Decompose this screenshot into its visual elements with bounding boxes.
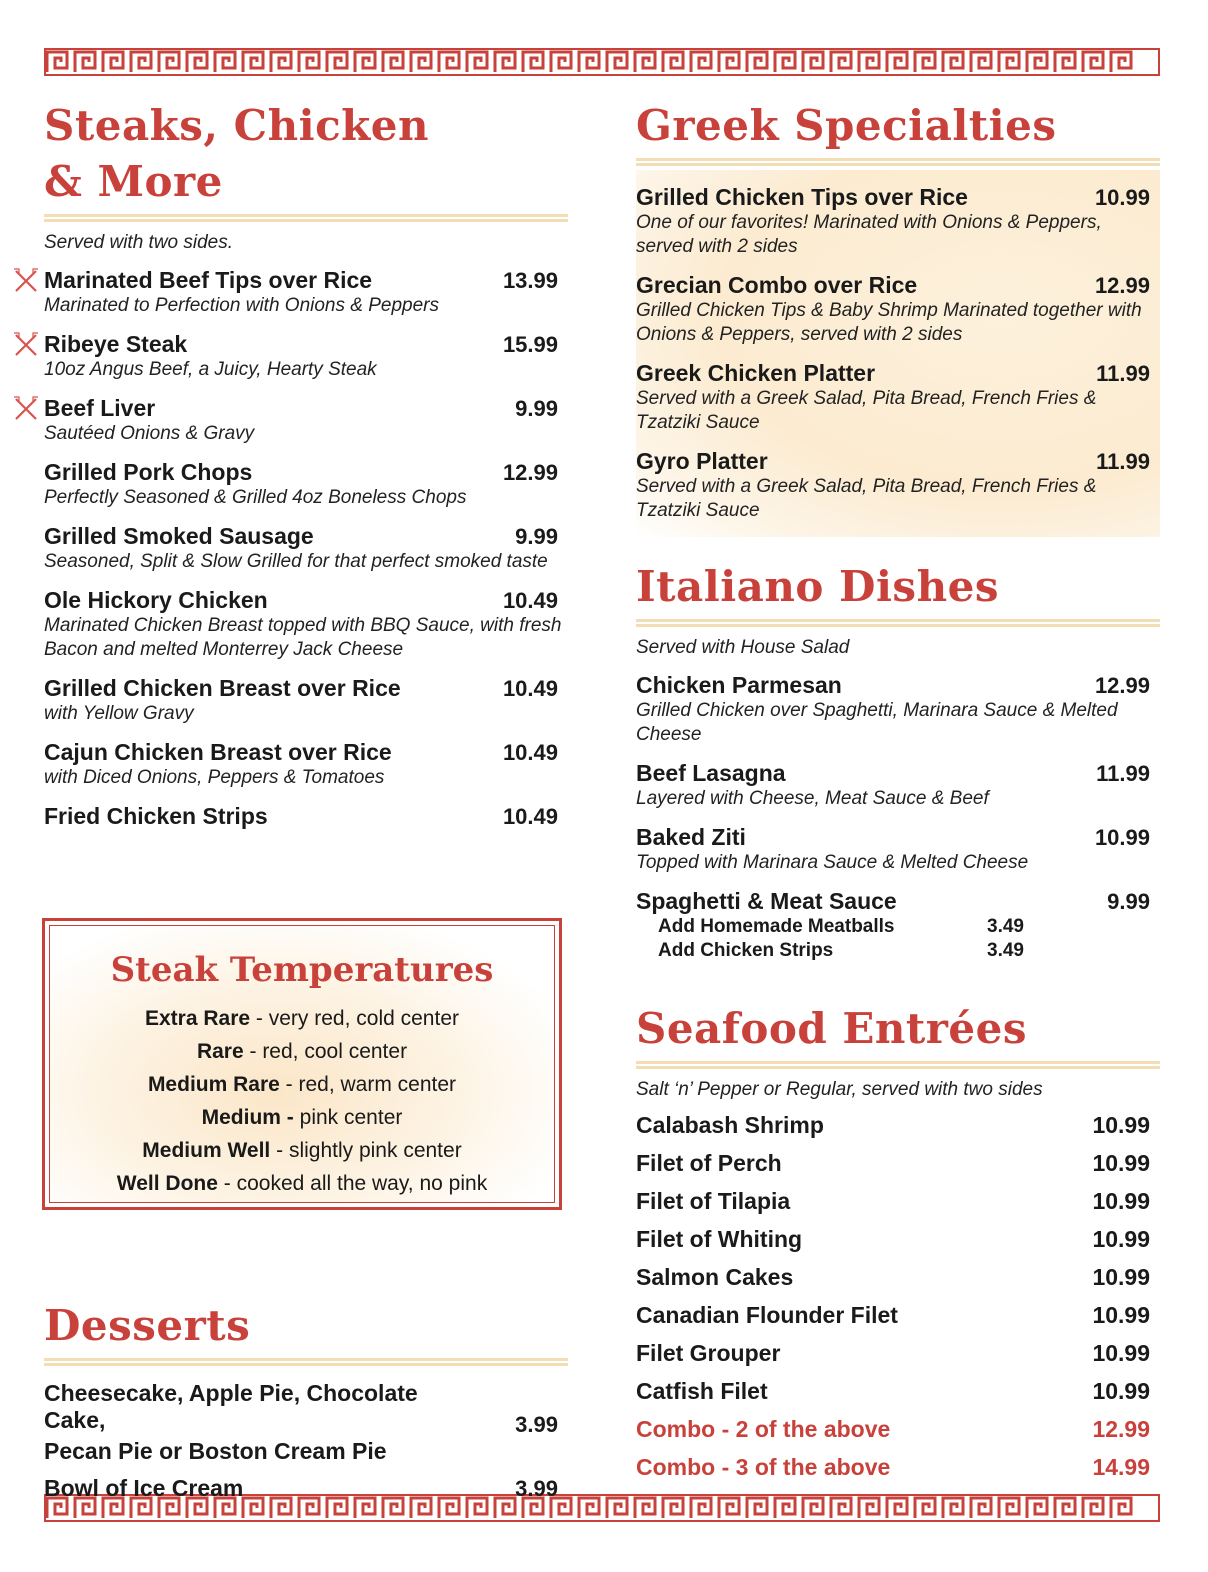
item-price: 11.99 — [1096, 361, 1150, 386]
steak-item — [44, 523, 568, 574]
temperature-description: pink center — [299, 1106, 403, 1129]
item-name: Gyro Platter — [636, 448, 768, 474]
dessert-price: 3.99 — [515, 1412, 558, 1437]
item-description: 10oz Angus Beef, a Juicy, Hearty Steak — [44, 359, 377, 380]
temperature-label: Rare — [196, 1040, 244, 1063]
seafood-subtitle: Salt ‘n’ Pepper or Regular, served with two sides — [636, 1079, 1043, 1100]
greek-specialties-panel — [636, 170, 1160, 537]
item-description: with Diced Onions, Peppers & Tomatoes — [44, 767, 385, 788]
temperature-separator: - — [250, 1007, 269, 1030]
item-name: Ole Hickory Chicken — [44, 587, 268, 613]
steak-temperatures-list — [50, 1002, 554, 1200]
temperature-description: very red, cold center — [268, 1007, 459, 1030]
dessert-item — [44, 1380, 568, 1465]
seafood-title: Seafood Entrées — [636, 1004, 1028, 1053]
temperature-description: cooked all the way, no pink — [236, 1172, 488, 1195]
steaks-title-line2: & More — [44, 157, 223, 206]
steak-temperatures-inner — [49, 925, 555, 1203]
italiano-item — [636, 888, 1160, 915]
item-price: 10.99 — [1092, 1302, 1150, 1328]
item-description: Sautéed Onions & Gravy — [44, 423, 255, 444]
item-price: 10.49 — [502, 740, 558, 765]
item-name: Filet of Tilapia — [636, 1188, 791, 1214]
item-price: 9.99 — [1107, 889, 1150, 914]
item-price: 9.99 — [515, 396, 558, 421]
item-name: Grilled Chicken Tips over Rice — [636, 184, 968, 210]
italiano-addons — [636, 915, 1160, 963]
seafood-list — [636, 1112, 1160, 1481]
item-price: 10.99 — [1092, 1112, 1150, 1138]
dessert-name-line1: Cheesecake, Apple Pie, Chocolate Cake, — [44, 1380, 418, 1433]
item-name: Grilled Chicken Breast over Rice — [44, 675, 401, 701]
item-price: 10.99 — [1092, 1264, 1150, 1290]
item-description: with Yellow Gravy — [44, 703, 194, 724]
italiano-item — [636, 672, 1160, 747]
steak-item — [44, 675, 568, 726]
steak-item — [44, 459, 568, 510]
dessert-name: Bowl of Ice Cream — [44, 1475, 244, 1501]
temperature-label: Medium Well — [142, 1139, 271, 1162]
item-name: Filet of Perch — [636, 1150, 782, 1176]
steak-item — [44, 395, 568, 446]
seafood-item — [636, 1378, 1160, 1405]
greek-key-border-top — [44, 48, 1160, 76]
temperature-line — [50, 1101, 554, 1134]
item-name: Beef Liver — [44, 395, 156, 421]
item-name: Catfish Filet — [636, 1378, 768, 1404]
item-description: Marinated Chicken Breast topped with BBQ Sauce, with fresh Bacon and melted Monterrey Jack Cheese — [44, 615, 562, 660]
steaks-list — [44, 267, 568, 830]
desserts-section — [44, 1298, 568, 1502]
item-name: Calabash Shrimp — [636, 1112, 824, 1138]
item-description: Marinated to Perfection with Onions & Peppers — [44, 295, 439, 316]
temperature-separator: - — [217, 1172, 237, 1195]
temperature-separator: - — [270, 1139, 289, 1162]
seafood-item — [636, 1340, 1160, 1367]
item-description: Seasoned, Split & Slow Grilled for that perfect smoked taste — [44, 551, 548, 572]
item-price: 12.99 — [502, 460, 558, 485]
steaks-subtitle: Served with two sides. — [44, 232, 234, 253]
temperature-line — [50, 1002, 554, 1035]
temperature-line — [50, 1068, 554, 1101]
item-price: 12.99 — [1092, 1416, 1150, 1442]
temperature-label: Medium Rare — [147, 1073, 280, 1096]
seafood-item — [636, 1226, 1160, 1253]
item-name: Beef Lasagna — [636, 760, 786, 786]
greek-item — [636, 184, 1160, 259]
steak-item — [44, 587, 568, 662]
steaks-title-line1: Steaks, Chicken — [44, 101, 430, 150]
temperature-label: Well Done — [116, 1172, 218, 1195]
item-price: 10.49 — [502, 676, 558, 701]
item-price: 10.99 — [1094, 825, 1150, 850]
dessert-item — [44, 1475, 568, 1502]
section-rule — [44, 214, 568, 222]
item-price: 11.99 — [1096, 449, 1150, 474]
combo-item — [636, 1416, 1160, 1443]
item-name: Grilled Smoked Sausage — [44, 523, 314, 549]
addon-item — [658, 939, 1024, 963]
temperature-label: Extra Rare — [145, 1007, 251, 1030]
italiano-list — [636, 672, 1160, 915]
item-price: 12.99 — [1094, 673, 1150, 698]
greek-item — [636, 360, 1160, 435]
item-price: 13.99 — [502, 268, 558, 293]
italiano-section — [636, 559, 1160, 963]
temperature-separator: - — [243, 1040, 263, 1063]
italiano-title: Italiano Dishes — [636, 562, 999, 611]
section-rule — [636, 158, 1160, 166]
greek-title: Greek Specialties — [636, 101, 1057, 150]
item-name: Cajun Chicken Breast over Rice — [44, 739, 392, 765]
item-price: 10.49 — [502, 804, 558, 829]
section-rule — [636, 619, 1160, 627]
temperature-line — [50, 1035, 554, 1068]
steak-item — [44, 331, 568, 382]
item-price: 11.99 — [1096, 761, 1150, 786]
item-name: Filet of Whiting — [636, 1226, 803, 1252]
dessert-price: 3.99 — [515, 1476, 558, 1501]
item-name: Grecian Combo over Rice — [636, 272, 918, 298]
temperature-description: red, cool center — [262, 1040, 408, 1063]
addon-price: 3.49 — [987, 916, 1024, 937]
item-price: 12.99 — [1094, 273, 1150, 298]
temperature-line — [50, 1167, 554, 1200]
item-price: 10.49 — [502, 588, 558, 613]
temperature-separator: - — [279, 1073, 299, 1096]
item-description: Grilled Chicken over Spaghetti, Marinara Sauce & Melted Cheese — [636, 700, 1118, 745]
combo-item — [636, 1454, 1160, 1481]
item-price: 10.99 — [1092, 1150, 1150, 1176]
item-price: 10.99 — [1092, 1340, 1150, 1366]
item-name: Salmon Cakes — [636, 1264, 794, 1290]
seafood-section — [636, 1001, 1160, 1481]
desserts-title: Desserts — [44, 1301, 251, 1350]
item-price: 15.99 — [502, 332, 558, 357]
item-name: Filet Grouper — [636, 1340, 781, 1366]
greek-item — [636, 448, 1160, 523]
steak-item — [44, 267, 568, 318]
item-description: Served with a Greek Salad, Pita Bread, French Fries & Tzatziki Sauce — [636, 476, 1097, 521]
fork-knife-icon — [12, 267, 40, 295]
italiano-item — [636, 760, 1160, 811]
section-rule — [44, 1358, 568, 1366]
steak-temperatures-box — [42, 918, 562, 1210]
item-name: Baked Ziti — [636, 824, 746, 850]
steak-temperatures-title: Steak Temperatures — [110, 950, 494, 990]
italiano-subtitle: Served with House Salad — [636, 637, 850, 658]
dessert-name-line2: Pecan Pie or Boston Cream Pie — [44, 1438, 387, 1464]
item-description: Layered with Cheese, Meat Sauce & Beef — [636, 788, 989, 809]
italiano-item — [636, 824, 1160, 875]
item-price: 10.99 — [1092, 1226, 1150, 1252]
item-name: Marinated Beef Tips over Rice — [44, 267, 373, 293]
right-column — [636, 98, 1160, 1481]
seafood-item — [636, 1302, 1160, 1329]
steak-item — [44, 803, 568, 830]
addon-name: Add Chicken Strips — [658, 940, 834, 961]
item-description: One of our favorites! Marinated with Onions & Peppers, served with 2 sides — [636, 212, 1102, 257]
seafood-item — [636, 1264, 1160, 1291]
seafood-item — [636, 1188, 1160, 1215]
item-name: Canadian Flounder Filet — [636, 1302, 898, 1328]
greek-item — [636, 272, 1160, 347]
item-price: 9.99 — [515, 524, 558, 549]
item-description: Topped with Marinara Sauce & Melted Cheese — [636, 852, 1029, 873]
item-name: Chicken Parmesan — [636, 672, 842, 698]
addon-item — [658, 915, 1024, 939]
item-name: Greek Chicken Platter — [636, 360, 876, 386]
item-price: 10.99 — [1094, 185, 1150, 210]
temperature-label: Medium - — [201, 1106, 294, 1129]
item-name: Spaghetti & Meat Sauce — [636, 888, 897, 914]
fork-knife-icon — [12, 331, 40, 359]
steak-item — [44, 739, 568, 790]
item-name: Combo - 3 of the above — [636, 1454, 891, 1480]
item-description: Served with a Greek Salad, Pita Bread, French Fries & Tzatziki Sauce — [636, 388, 1097, 433]
greek-key-pattern — [44, 48, 1160, 76]
item-name: Combo - 2 of the above — [636, 1416, 891, 1442]
temperature-description: slightly pink center — [288, 1139, 462, 1162]
left-column — [44, 98, 568, 830]
item-description: Grilled Chicken Tips & Baby Shrimp Marinated together with Onions & Peppers, served with 2 sides — [636, 300, 1142, 345]
fork-knife-icon — [12, 395, 40, 423]
section-rule — [636, 1061, 1160, 1069]
item-name: Fried Chicken Strips — [44, 803, 268, 829]
item-price: 10.99 — [1092, 1188, 1150, 1214]
item-name: Ribeye Steak — [44, 331, 188, 357]
item-price: 10.99 — [1092, 1378, 1150, 1404]
addon-name: Add Homemade Meatballs — [658, 916, 895, 937]
addon-price: 3.49 — [987, 940, 1024, 961]
temperature-line — [50, 1134, 554, 1167]
item-name: Grilled Pork Chops — [44, 459, 253, 485]
item-price: 14.99 — [1092, 1454, 1150, 1480]
seafood-item — [636, 1112, 1160, 1139]
temperature-description: red, warm center — [298, 1073, 457, 1096]
steaks-title — [44, 98, 568, 210]
seafood-item — [636, 1150, 1160, 1177]
item-description: Perfectly Seasoned & Grilled 4oz Boneless Chops — [44, 487, 467, 508]
